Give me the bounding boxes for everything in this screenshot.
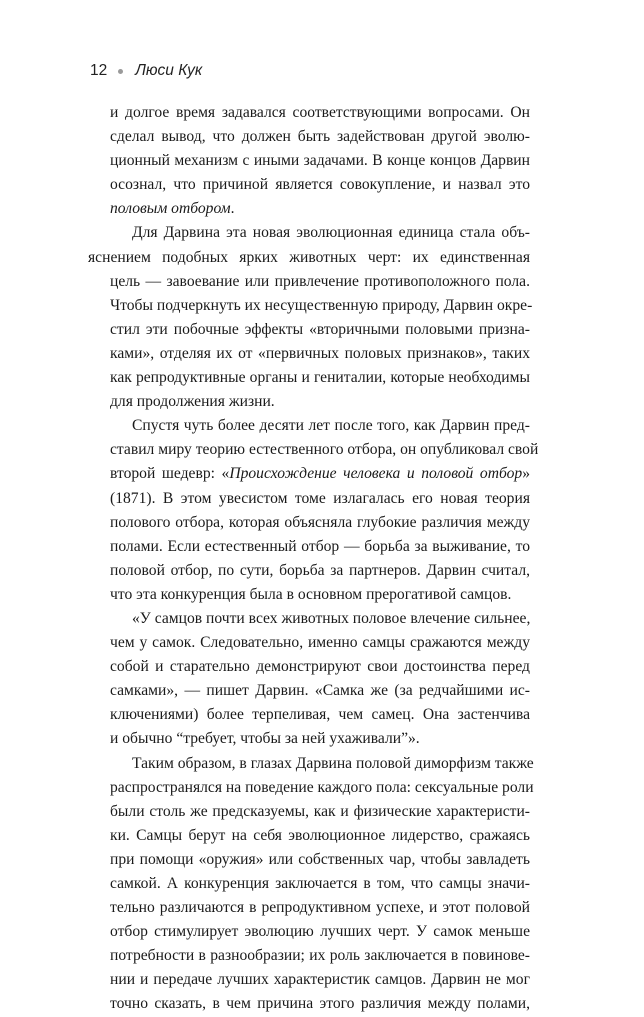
text-line: для продолжения жизни. — [110, 393, 275, 411]
paragraph-3 — [110, 414, 539, 607]
text-fragment: второй шедевр: « — [110, 465, 230, 483]
text-line: собой и старательно демонстрируют свои достоинства перед — [110, 658, 530, 676]
paragraph-5 — [110, 752, 534, 1017]
text-line: Таким образом, в глазах Дарвина половой диморфизм также — [132, 754, 534, 772]
text-line: что эта конкуренция была в основном прерогативой самцов. — [110, 585, 512, 603]
text-line — [110, 462, 530, 486]
text-line: ками», отделяя их от «первичных половых признаков», таких — [110, 344, 530, 362]
text-line: нии и передаче лучших характеристик самцов. Дарвин не мог — [110, 971, 530, 989]
running-head-author: Люси Кук — [135, 62, 203, 79]
text-line: самками», — пишет Дарвин. «Самка же (за редчайшими ис- — [110, 682, 530, 700]
book-title: Происхождение человека и половой отбор — [229, 465, 523, 483]
text-line: полового отбора, которая объясняла глубокие различия между — [110, 513, 530, 531]
running-head — [90, 60, 202, 82]
text-line: ключениями) более терпеливая, чем самец. Она застенчива — [110, 706, 530, 724]
text-line: цель — завоевание или привлечение противоположного пола. — [110, 272, 530, 290]
text-line: и обычно “требует, чтобы за ней ухаживали”». — [110, 730, 420, 748]
text-line: яснением подобных ярких животных черт: их единственная — [88, 248, 530, 266]
text-line: и долгое время задавался соответствующими вопросами. Он — [110, 104, 530, 121]
text-line: осознал, что причиной является совокупление, и назвал это — [110, 176, 530, 194]
text-line: полами. Если естественный отбор — борьба за выживание, то — [110, 537, 530, 555]
text-line: были столь же предсказуемы, как и физические характеристи- — [110, 802, 530, 820]
text-line: ционный механизм с иными задачами. В конце концов Дарвин — [110, 152, 530, 170]
text-line: ставил миру теорию естественного отбора, он опубликовал свой — [110, 441, 539, 459]
text-fragment: » — [522, 465, 531, 483]
text-line: как репродуктивные органы и гениталии, которые необходимы — [110, 369, 530, 387]
text-line: точно сказать, в чем причина этого различия между полами, — [110, 995, 530, 1013]
text-line: отбор стимулирует эволюцию лучших черт. У самок меньше — [110, 923, 530, 941]
text-line: потребности в разнообразии; их роль заключается в повинове- — [110, 947, 530, 965]
text-line: тельно различаются в репродуктивном успехе, и этот половой — [110, 899, 530, 917]
page-number: 12 — [90, 62, 108, 79]
text-line: самкой. А конкуренция заключается в том, что самцы значи- — [110, 875, 530, 892]
text-line: Для Дарвина эта новая эволюционная единица стала объ- — [132, 224, 530, 242]
text-line: ки. Самцы берут на себя эволюционное лидерство, сражаясь — [110, 826, 530, 844]
paragraph-2 — [88, 221, 533, 414]
text-line: «У самцов почти всех животных половое влечение сильнее, — [132, 609, 531, 627]
text-line: распространялся на поведение каждого пола: сексуальные роли — [110, 778, 534, 796]
text-line: половой отбор, по сути, борьба за партнеров. Дарвин считал, — [110, 561, 530, 579]
bullet-separator-icon — [118, 69, 123, 74]
body-text — [88, 101, 539, 1017]
text-line: стил эти побочные эффекты «вторичными половыми призна- — [110, 320, 530, 338]
text-line: сделал вывод, что должен быть задействован другой эволю- — [110, 128, 530, 146]
text-line — [110, 197, 530, 221]
paragraph-1 — [110, 101, 530, 221]
paragraph-4 — [110, 607, 530, 752]
italic-term: половым отбором — [110, 200, 231, 218]
text-fragment: . — [230, 200, 235, 218]
text-line: чем у самок. Следовательно, именно самцы сражаются между — [110, 634, 530, 652]
text-line: при помощи «оружия» или собственных чар, чтобы завладеть — [110, 850, 530, 868]
text-line: Чтобы подчеркнуть их несущественную природу, Дарвин окре- — [110, 296, 533, 314]
text-line: (1871). В этом увесистом томе излагалась его новая теория — [110, 489, 530, 507]
text-line: Спустя чуть более десяти лет после того, как Дарвин пред- — [132, 417, 530, 435]
